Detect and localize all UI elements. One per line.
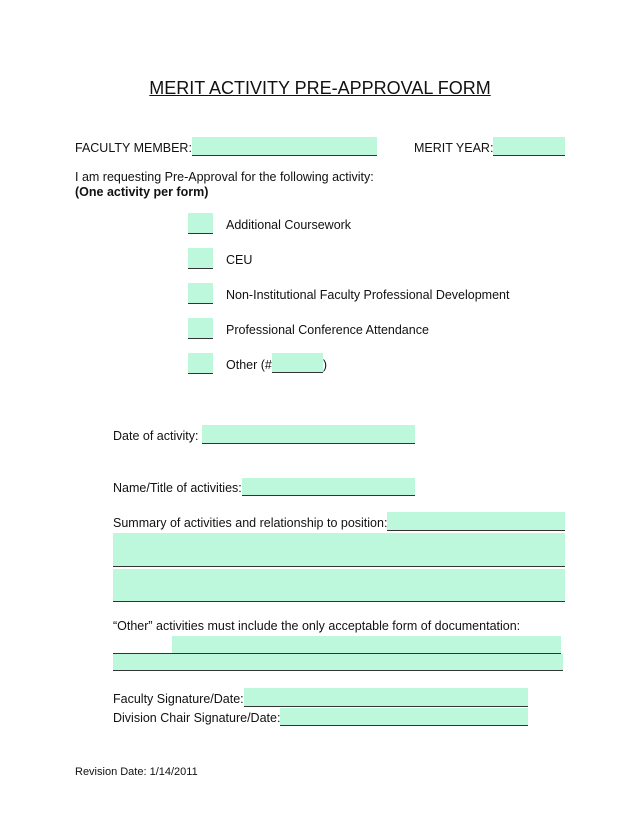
activity-label: CEU: [226, 253, 253, 267]
other-prefix: Other (#: [226, 358, 272, 372]
date-of-activity-label: Date of activity:: [113, 429, 199, 443]
one-per-form-note: (One activity per form): [75, 185, 209, 199]
activity-label: Professional Conference Attendance: [226, 323, 429, 337]
summary-label: Summary of activities and relationship to position:: [113, 516, 388, 530]
faculty-signature-label: Faculty Signature/Date:: [113, 692, 244, 706]
checkbox-additional-coursework[interactable]: [188, 213, 213, 234]
chair-signature-row: [113, 708, 528, 726]
summary-field-line-3[interactable]: [113, 569, 565, 602]
documentation-field-line-2[interactable]: [113, 654, 563, 671]
activity-label: Additional Coursework: [226, 218, 352, 232]
other-row: [226, 353, 327, 373]
summary-field-line-1[interactable]: [387, 512, 565, 531]
summary-field-line-2[interactable]: [113, 533, 565, 567]
checkbox-other[interactable]: [188, 353, 213, 374]
documentation-field-line-1[interactable]: [113, 636, 561, 654]
chair-signature-label: Division Chair Signature/Date:: [113, 711, 281, 725]
name-title-field[interactable]: [242, 478, 415, 496]
other-documentation-label: “Other” activities must include the only acceptable form of documentation:: [113, 619, 521, 633]
form-title: [0, 78, 640, 99]
date-of-activity-field[interactable]: [202, 425, 415, 444]
faculty-signature-field[interactable]: [244, 688, 528, 707]
other-number-field[interactable]: [272, 353, 323, 373]
request-text: I am requesting Pre-Approval for the following activity:: [75, 170, 374, 184]
checkbox-conference-attendance[interactable]: [188, 318, 213, 339]
form-title-text: MERIT ACTIVITY PRE-APPROVAL FORM: [149, 78, 491, 98]
merit-year-label: MERIT YEAR:: [414, 141, 494, 155]
faculty-member-label: FACULTY MEMBER:: [75, 141, 192, 155]
checkbox-professional-development[interactable]: [188, 283, 213, 304]
merit-year-field[interactable]: [493, 137, 565, 156]
merit-year-row: [414, 137, 565, 156]
revision-date: Revision Date: 1/14/2011: [75, 766, 198, 778]
chair-signature-field[interactable]: [280, 708, 528, 726]
date-of-activity-row: [113, 425, 415, 444]
name-title-row: [113, 478, 415, 496]
checkbox-ceu[interactable]: [188, 248, 213, 269]
activity-label: Non-Institutional Faculty Professional Development: [226, 288, 510, 302]
name-title-label: Name/Title of activities:: [113, 481, 242, 495]
faculty-signature-row: [113, 688, 528, 707]
faculty-member-field[interactable]: [192, 137, 377, 156]
other-suffix: ): [322, 358, 328, 372]
faculty-member-row: [75, 137, 377, 156]
summary-row: [113, 512, 565, 531]
